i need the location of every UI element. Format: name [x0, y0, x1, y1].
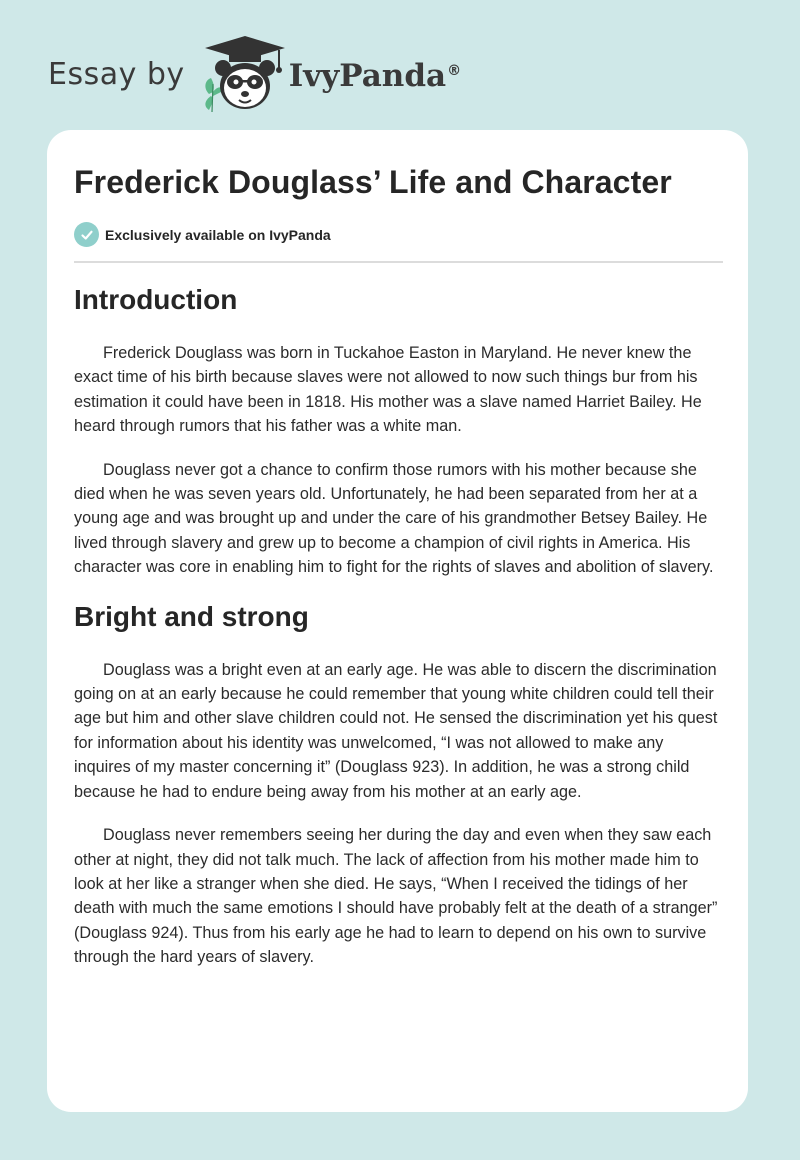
registered-mark: ®: [447, 62, 462, 79]
title-divider: [74, 261, 723, 263]
brand-prefix: Essay by: [48, 56, 185, 92]
section-heading-bright-and-strong: Bright and strong: [74, 600, 309, 632]
paragraph: Douglass was a bright even at an early age. He was able to discern the discrimination going on at an early because he could remember that young white children could tell their age but him and other slave children could not. He sensed the discrimination yet his quest for information about his identity was unwelcomed, “I was not allowed to make any inquires of my master concerning it” (Douglass 923). In addition, he was a strong child because he had to endure being away from his mother at an early age.: [74, 660, 718, 801]
page-title: Frederick Douglass’ Life and Character: [74, 164, 672, 200]
paragraph: Douglass never got a chance to confirm those rumors with his mother because she died when he was seven years old. Unfortunately, he had been separated from her at a young age and was brought up and under the care of his grandmother Betsey Bailey. He lived through slavery and grew up to become a champion of civil rights in America. His character was core in enabling him to fight for the rights of slaves and abolition of slavery.: [74, 460, 714, 577]
paragraph: Frederick Douglass was born in Tuckahoe Easton in Maryland. He never knew the exact time of his birth because slaves were not allowed to now such things bur from his estimation it could have been in 1818. His mother was a slave named Harriet Bailey. He heard through rumors that his father was a white man.: [74, 344, 702, 436]
check-icon: [74, 222, 99, 247]
badge-text: Exclusively available on IvyPanda: [105, 226, 331, 243]
exclusive-badge: [74, 222, 331, 247]
essay-content: [74, 282, 724, 970]
essay-card: [47, 130, 748, 1112]
paragraph: Douglass never remembers seeing her during the day and even when they saw each other at night, they did not talk much. The lack of affection from his mother made him to look at her like a stranger when she died. He says, “When I received the tidings of her death with much the same emotions I should have probably felt at the death of a stranger” (Douglass 924). Thus from his early age he had to learn to depend on his own to survive through the hard years of slavery.: [74, 826, 718, 967]
brand-name-text: IvyPanda: [288, 58, 447, 94]
section-heading-introduction: Introduction: [74, 284, 238, 315]
brand-name: [289, 58, 461, 94]
panda-graduate-icon: [199, 34, 291, 114]
brand-header: [48, 34, 461, 114]
